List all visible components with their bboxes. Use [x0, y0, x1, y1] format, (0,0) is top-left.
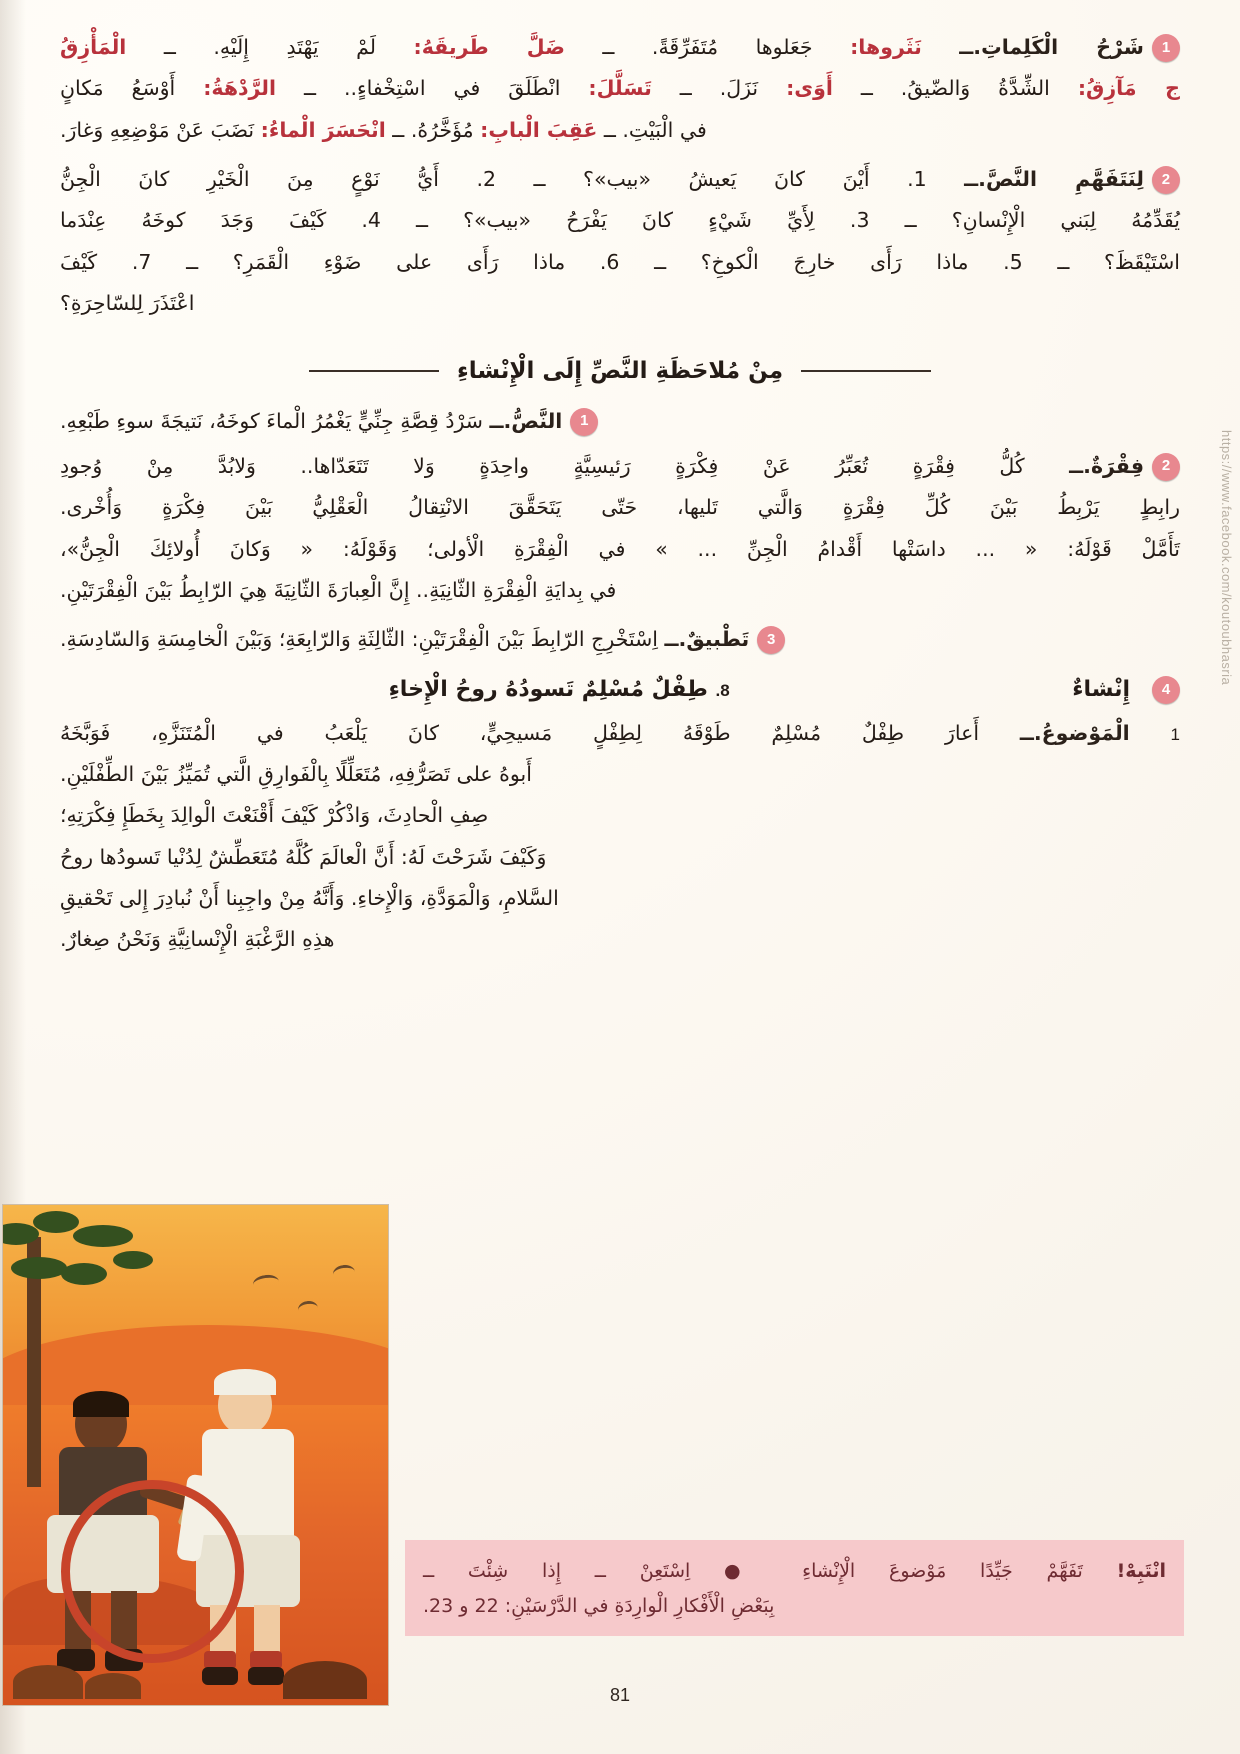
divider-title: مِنْ مُلاحَظَةِ النَّصِّ إِلَى الْإِنْشاءِ [456, 357, 784, 384]
section2-title: لِنَتَفَهَّمِ النَّصَّ.ــ [964, 167, 1144, 192]
section2-q10: اعْتَذَرَ لِلسّاحِرَةِ؟ [60, 291, 195, 316]
section1-def2: لَمْ يَهْتَدِ إِلَيْهِ. ــ [163, 35, 376, 59]
section6-topic-number: 8. [715, 681, 730, 701]
illustration-bird-icon [297, 1300, 319, 1319]
divider-heading [60, 358, 1180, 384]
section1-title: شَرْحُ الْكَلِماتِ.ــ [959, 35, 1144, 59]
section1-kw8: عَقِبَ الْبابِ: [480, 117, 598, 142]
section-comprehension [60, 160, 1180, 323]
section1-line2 [60, 69, 1180, 108]
section1-line3 [60, 111, 1180, 150]
section2-q3: يُقَدِّمُهُ لِبَني الْإِنْسانِ؟ ــ [904, 208, 1180, 233]
section1-kw1: نَثَروها: [850, 35, 922, 59]
illustration-leaf [61, 1263, 107, 1285]
section7-line2: أَبوهُ على تَصَرُّفِهِ، مُتَعَلِّلًا بِالْفَوارِقِ الَّتي تُمَيِّزُ بَيْنَ الطِّفْلَيْنِ. [60, 762, 532, 787]
tipbox-text1: تَفَهَّمْ جَيِّدًا مَوْضوعَ الْإِنْشاءِ ● اِسْتَعِنْ ــ إِذا شِئْتَ ــ [423, 1559, 1083, 1582]
tipbox-attention-label: انْتَبِهْ! [1116, 1559, 1166, 1582]
section5-line [60, 620, 1180, 659]
section1-kw3: الْمَأْزِقُ [60, 35, 127, 59]
section7-line4: وَكَيْفَ شَرَحْتَ لَهُ: أَنَّ الْعالَمَ كُلَّهُ مُتَعَطِّشٌ لِدُنْيا تَسودُها روحُ [60, 844, 547, 869]
section6-topic-text: طِفْلٌ مُسْلِمٌ تَسودُهُ روحُ الْإِخاءِ [388, 677, 708, 703]
section2-q5: 4. كَيْفَ وَجَدَ كوخَهُ عِنْدَما [60, 208, 381, 233]
illustration-leaf [73, 1225, 133, 1247]
section2-q6: اسْتَيْقَظَ؟ ــ [1057, 249, 1181, 274]
illustration-leaf [113, 1251, 153, 1269]
page-content [60, 28, 1180, 1724]
divider-rule-left [309, 370, 439, 372]
section1-def4: نَزَلَ. ــ [679, 76, 759, 101]
section1-kw7: الرَّدْهَةُ: [203, 76, 277, 101]
section7-title: الْمَوْضوعُ.ــ [1019, 720, 1130, 745]
section4-text1: كُلُّ فِقْرَةٍ تُعَبِّرُ عَنْ فِكْرَةٍ رَئيسِيَّةٍ واحِدَةٍ وَلا تَتَعَدّاها.. وَلابُدَّ مِنْ وُجودِ [60, 453, 1025, 478]
section1-def8: مُؤَخَّرُهُ. ــ [392, 117, 474, 142]
section1-kw4: ج مَآزِقُ: [1077, 76, 1180, 101]
tipbox-line1 [423, 1554, 1166, 1589]
section2-badge: 2 [1152, 166, 1180, 194]
section4-title: فِقْرَةٌ.ــ [1069, 453, 1144, 478]
section7-line5: السَّلامِ، وَالْمَوَدَّةِ، وَالْإِخاءِ. وَأَنَّهُ مِنْ واجِبِنا أَنْ نُبادِرَ إِلى تَحْقيقِ [60, 886, 559, 911]
section7-line1 [60, 714, 1180, 753]
section1-kw9: انْحَسَرَ الْماءُ: [260, 117, 386, 142]
section-paragraph-rule [60, 447, 1180, 610]
section3-text: سَرْدُ قِصَّةِ جِنِّيٍّ يَغْمُرُ الْماءَ كوخَهُ، نَتيجَةَ سوءِ طَبْعِهِ. [60, 408, 483, 433]
section-word-explanation [60, 28, 1180, 150]
illustration-leaf [33, 1211, 79, 1233]
section2-line4 [60, 284, 1180, 323]
section4-line4: في بِدايَةِ الْفِقْرَةِ الثّانِيَةِ.. إِنَّ الْعِبارَةَ الثّانِيَةَ هِيَ الرّابِطُ بَيْنَ الْفِقْرَتَيْنِ. [60, 577, 617, 602]
section1-line1 [60, 28, 1180, 67]
section4-line3: تَأَمَّلْ قَوْلَهُ: « ... داسَتْها أَقْدامُ الْجِنِّ ... » في الْفِقْرَةِ الْأولى؛ وَقَوْلَهُ: « وَكانَ أُولائِكَ الْجِنُّ»، [60, 536, 1180, 561]
section3-line [60, 402, 1180, 441]
section2-line3 [60, 243, 1180, 282]
section4-badge: 2 [1152, 453, 1180, 481]
illustration-two-boys-hoop [2, 1204, 389, 1706]
section7-text1: أَعارَ طِفْلٌ مُسْلِمٌ طَوْقَهُ لِطِفْلٍ مَسيحِيٍّ، كانَ يَلْعَبُ في الْمُتَنَزَّهِ، فَوَبَّخَهُ [60, 720, 980, 745]
section-subject [60, 714, 1180, 960]
section2-q4: 3. لِأَيِّ شَيْءٍ كانَ يَفْرَحُ «بيب»؟ ــ [416, 208, 870, 233]
section5-title: تَطْبيقٌ.ــ [664, 627, 750, 652]
section2-q8: 6. ماذا رَأَى على ضَوْءِ الْقَمَرِ؟ ــ [186, 249, 620, 274]
section1-badge: 1 [1152, 34, 1180, 62]
section7-item-number: 1 [1170, 724, 1180, 744]
section6-topic [60, 677, 1058, 702]
illustration-hoop [61, 1480, 244, 1663]
section1-def1: جَعَلوها مُتَفَرِّقَةً. ــ [602, 35, 813, 59]
section4-line2: رابِطٍ يَرْبِطُ بَيْنَ كُلِّ فِقْرَةٍ وَالَّتي تَليها، حَتّى يَتَحَقَّقَ الانْتِقالُ الْعَقْلِيُّ بَيْنَ فِكْرَةٍ وَأُخْرى. [60, 495, 1180, 520]
section-composition-heading [60, 676, 1180, 704]
section7-line3: صِفِ الْحادِثَ، وَاذْكُرْ كَيْفَ أَقْنَعْتَ الْوالِدَ بِخَطَإِ فِكْرَتِهِ؛ [60, 803, 489, 828]
section1-kw2: ضَلَّ طَريقَهُ: [413, 35, 565, 59]
section7-line6: هذِهِ الرَّغْبَةِ الْإِنْسانِيَّةِ وَنَحْنُ صِغارٌ. [60, 927, 335, 952]
section2-q9: 7. كَيْفَ [60, 249, 152, 274]
illustration-leaf [11, 1257, 67, 1279]
attention-tip-box [405, 1540, 1184, 1636]
section2-q7: 5. ماذا رَأَى خارِجَ الْكوخِ؟ ــ [654, 249, 1023, 274]
section3-title: النَّصُّ.ــ [489, 408, 563, 433]
section2-line1 [60, 160, 1180, 199]
section1-def3: الشِّدَّةُ وَالضّيقُ. ــ [860, 76, 1050, 101]
section2-line2 [60, 201, 1180, 240]
section6-label: إِنْشاءٌ [1072, 677, 1130, 703]
section1-def9: نَضَبَ عَنْ مَوْضِعِهِ وَغارَ. [60, 117, 255, 142]
section6-badge: 4 [1152, 676, 1180, 704]
section4-line1 [60, 447, 1180, 486]
section1-def6: أَوْسَعُ مَكانٍ [60, 76, 176, 101]
page-number: 81 [609, 1685, 631, 1705]
section1-def7: في الْبَيْتِ. ــ [603, 117, 707, 142]
divider-rule-right [801, 370, 931, 372]
section5-text: اِسْتَخْرِجِ الرّابِطَ بَيْنَ الْفِقْرَتَيْنِ: الثّالِثَةِ وَالرّابِعَةِ؛ وَبَيْنَ الْخامِسَةِ وَالسّادِسَةِ. [60, 627, 658, 652]
section3-badge: 1 [570, 408, 598, 436]
tipbox-line2: بِبَعْضِ الْأَفْكارِ الْوارِدَةِ في الدَّرْسَيْنِ: 22 و 23. [423, 1594, 775, 1617]
section1-kw6: تَسَلَّلَ: [588, 76, 652, 101]
section2-q2: 2. أَيُّ نَوْعٍ مِنَ الْخَيْرِ كانَ الْجِنُّ [60, 167, 497, 192]
section1-kw5: أَوَى: [786, 76, 833, 101]
section2-q1: 1. أَيْنَ كانَ يَعيشُ «بيب»؟ ــ [533, 167, 927, 192]
section1-def5: انْطَلَقَ في اسْتِخْفاءٍ.. ــ [303, 76, 561, 101]
watermark-text: https://www.facebook.com/koutoubhasria [1219, 430, 1234, 686]
section5-badge: 3 [757, 626, 785, 654]
